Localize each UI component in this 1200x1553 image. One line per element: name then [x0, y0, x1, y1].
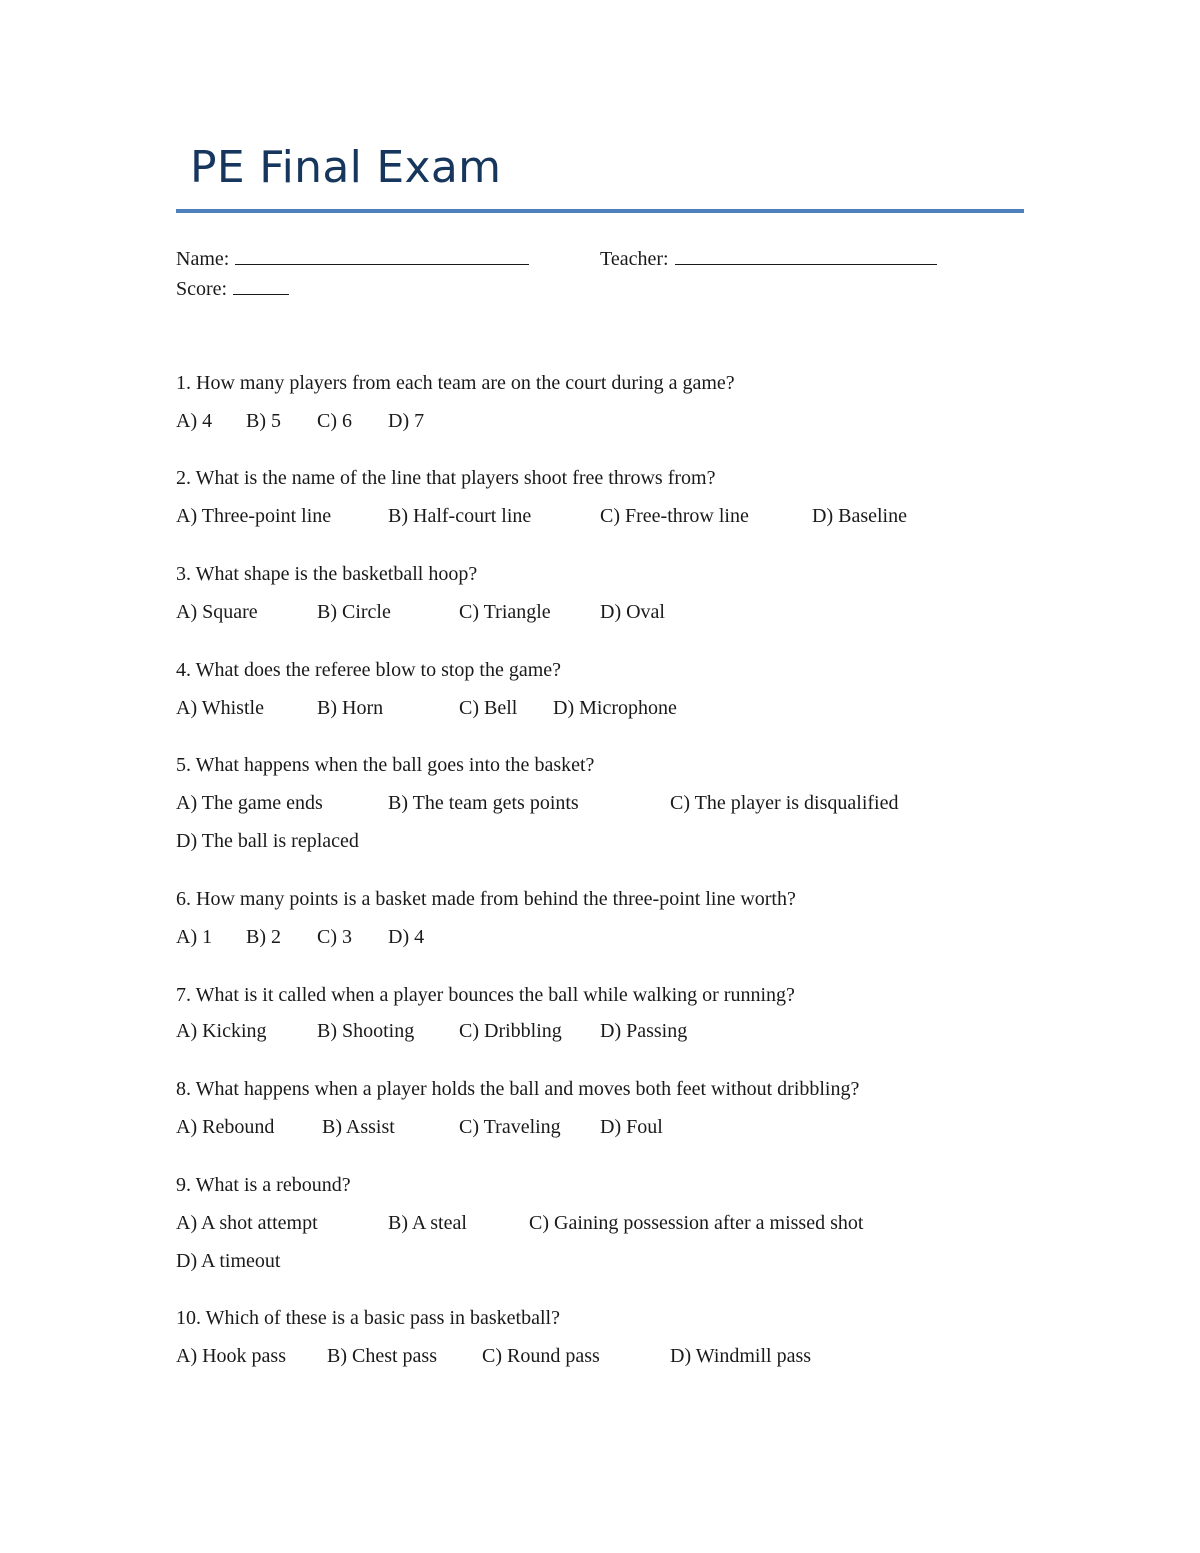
- q1-option-d: D) 7: [388, 410, 425, 432]
- question-2: 2. What is the name of the line that players shoot free throws from?: [176, 467, 716, 489]
- question-8: 8. What happens when a player holds the ball and moves both feet without dribbling?: [176, 1078, 860, 1100]
- q3-option-a: A) Square: [176, 601, 258, 623]
- q5-option-a: A) The game ends: [176, 792, 323, 814]
- q8-option-d: D) Foul: [600, 1116, 663, 1138]
- q6-option-c: C) 3: [317, 926, 352, 948]
- question-9: 9. What is a rebound?: [176, 1174, 351, 1196]
- q2-option-a: A) Three-point line: [176, 505, 332, 527]
- question-10: 10. Which of these is a basic pass in basketball?: [176, 1307, 560, 1329]
- q8-option-a: A) Rebound: [176, 1116, 275, 1138]
- q10-option-b: B) Chest pass: [327, 1345, 437, 1367]
- name-label: Name:: [176, 248, 230, 270]
- question-7: 7. What is it called when a player bounces the ball while walking or running?: [176, 984, 795, 1006]
- question-6: 6. How many points is a basket made from behind the three-point line worth?: [176, 888, 796, 910]
- q7-option-b: B) Shooting: [317, 1020, 415, 1042]
- q1-option-c: C) 6: [317, 410, 352, 432]
- q4-option-b: B) Horn: [317, 697, 384, 719]
- teacher-field: [600, 246, 937, 269]
- q3-option-c: C) Triangle: [459, 601, 551, 623]
- question-3: 3. What shape is the basketball hoop?: [176, 563, 478, 585]
- q9-option-c: C) Gaining possession after a missed shot: [529, 1212, 864, 1234]
- q5-option-c: C) The player is disqualified: [670, 792, 899, 814]
- q6-option-b: B) 2: [246, 926, 281, 948]
- q5-option-b: B) The team gets points: [388, 792, 579, 814]
- score-blank[interactable]: [233, 276, 289, 295]
- q4-option-d: D) Microphone: [553, 697, 677, 719]
- name-blank[interactable]: [235, 246, 529, 265]
- q9-option-d: D) A timeout: [176, 1250, 281, 1272]
- q2-option-d: D) Baseline: [812, 505, 907, 527]
- page-title: PE Final Exam: [190, 142, 502, 193]
- question-1: 1. How many players from each team are on the court during a game?: [176, 372, 735, 394]
- q2-option-c: C) Free-throw line: [600, 505, 749, 527]
- q5-option-d: D) The ball is replaced: [176, 830, 359, 852]
- q4-option-c: C) Bell: [459, 697, 518, 719]
- title-divider: [176, 209, 1024, 213]
- q7-option-c: C) Dribbling: [459, 1020, 562, 1042]
- q8-option-c: C) Traveling: [459, 1116, 561, 1138]
- q10-option-a: A) Hook pass: [176, 1345, 286, 1367]
- q3-option-b: B) Circle: [317, 601, 391, 623]
- q10-option-c: C) Round pass: [482, 1345, 600, 1367]
- q2-option-b: B) Half-court line: [388, 505, 532, 527]
- q7-option-d: D) Passing: [600, 1020, 688, 1042]
- q8-option-b: B) Assist: [322, 1116, 395, 1138]
- q6-option-a: A) 1: [176, 926, 213, 948]
- question-5: 5. What happens when the ball goes into the basket?: [176, 754, 595, 776]
- teacher-label: Teacher:: [600, 248, 669, 270]
- question-4: 4. What does the referee blow to stop the game?: [176, 659, 562, 681]
- q7-option-a: A) Kicking: [176, 1020, 267, 1042]
- q1-option-a: A) 4: [176, 410, 213, 432]
- q10-option-d: D) Windmill pass: [670, 1345, 812, 1367]
- q9-option-b: B) A steal: [388, 1212, 467, 1234]
- q4-option-a: A) Whistle: [176, 697, 264, 719]
- q9-option-a: A) A shot attempt: [176, 1212, 318, 1234]
- teacher-blank[interactable]: [675, 246, 937, 265]
- score-label: Score:: [176, 278, 228, 300]
- name-field: [176, 246, 529, 269]
- score-field: [176, 276, 289, 299]
- q6-option-d: D) 4: [388, 926, 425, 948]
- q1-option-b: B) 5: [246, 410, 281, 432]
- q3-option-d: D) Oval: [600, 601, 665, 623]
